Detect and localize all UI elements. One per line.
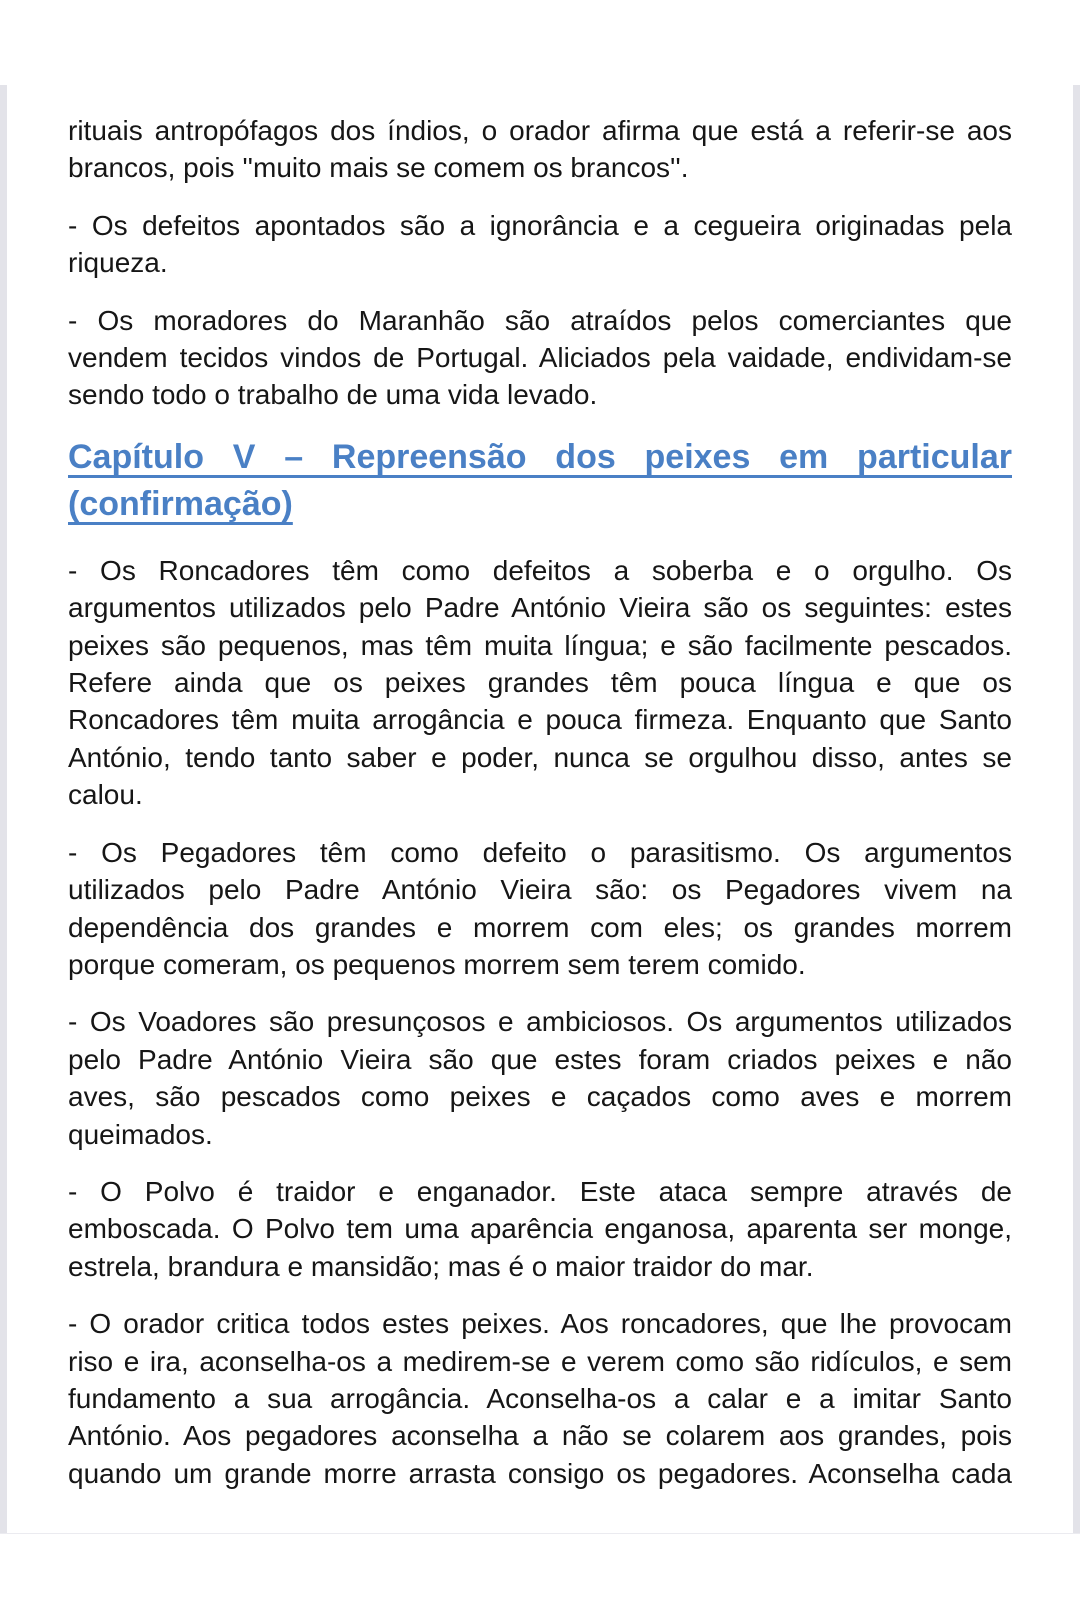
paragraph-orador-critica-line: António. Aos pegadores aconselha a não se colarem aos grandes, pois — [68, 1420, 1012, 1452]
paragraph-roncadores-line: Refere ainda que os peixes grandes têm pouca língua e que os — [68, 667, 1012, 699]
paragraph-rituais-brancos-line: rituais antropófagos dos índios, o orador afirma que está a referir-se aos — [68, 115, 1012, 146]
paragraph-rituais-brancos — [68, 112, 1012, 187]
paragraph-roncadores — [68, 552, 1012, 814]
paragraph-pegadores-line: utilizados pelo Padre António Vieira são: os Pegadores vivem na — [68, 874, 1012, 906]
paragraph-moradores-maranhao-line: - Os moradores do Maranhão são atraídos pelos comerciantes que — [68, 304, 1012, 336]
paragraph-moradores-maranhao-line: vendem tecidos vindos de Portugal. Aliciados pela vaidade, endividam-se — [68, 342, 1012, 374]
paragraph-roncadores-line: Roncadores têm muita arrogância e pouca firmeza. Enquanto que Santo — [68, 704, 1012, 736]
paragraph-defeitos-riqueza — [68, 207, 1012, 282]
paragraph-orador-critica — [68, 1305, 1012, 1492]
chapter-v-heading-line: Capítulo V – Repreensão dos peixes em particular — [68, 437, 1012, 476]
paragraph-voadores-line: - Os Voadores são presunçosos e ambiciosos. Os argumentos utilizados — [68, 1006, 1012, 1038]
paragraph-rituais-brancos-line: brancos, pois ''muito mais se comem os brancos''. — [68, 152, 689, 184]
page-bottom-divider — [0, 1533, 1080, 1534]
paragraph-polvo — [68, 1173, 1012, 1285]
paragraph-roncadores-line: argumentos utilizados pelo Padre António Vieira são os seguintes: estes — [68, 592, 1012, 624]
paragraph-moradores-maranhao-line: sendo todo o trabalho de uma vida levado. — [68, 379, 598, 411]
paragraph-orador-critica-line: riso e ira, aconselha-os a medirem-se e verem como são ridículos, e sem — [68, 1345, 1012, 1377]
paragraph-moradores-maranhao — [68, 302, 1012, 414]
paragraph-orador-critica-line: fundamento a sua arrogância. Aconselha-os a calar e a imitar Santo — [68, 1382, 1012, 1414]
chapter-v-heading — [68, 434, 1012, 528]
page-edge-left — [0, 85, 7, 1533]
paragraph-orador-critica-line: - O orador critica todos estes peixes. Aos roncadores, que lhe provocam — [68, 1308, 1012, 1340]
paragraph-voadores-line: pelo Padre António Vieira são que estes foram criados peixes e não — [68, 1043, 1012, 1075]
paragraph-roncadores-line: calou. — [68, 779, 143, 811]
paragraph-pegadores-line: - Os Pegadores têm como defeito o parasitismo. Os argumentos — [68, 836, 1012, 868]
paragraph-defeitos-riqueza-line: riqueza. — [68, 247, 168, 279]
paragraph-roncadores-line: peixes são pequenos, mas têm muita língua; e são facilmente pescados. — [68, 629, 1012, 661]
paragraph-defeitos-riqueza-line: - Os defeitos apontados são a ignorância e a cegueira originadas pela — [68, 209, 1012, 241]
document-page — [68, 112, 1012, 1512]
paragraph-polvo-line: - O Polvo é traidor e enganador. Este ataca sempre através de — [68, 1175, 1012, 1207]
paragraph-pegadores — [68, 834, 1012, 984]
paragraph-pegadores-line: dependência dos grandes e morrem com eles; os grandes morrem — [68, 911, 1012, 943]
paragraph-roncadores-line: - Os Roncadores têm como defeitos a soberba e o orgulho. Os — [68, 554, 1012, 586]
paragraph-roncadores-line: António, tendo tanto saber e poder, nunca se orgulhou disso, antes se — [68, 741, 1012, 773]
page-edge-right — [1073, 85, 1080, 1533]
paragraph-voadores — [68, 1003, 1012, 1153]
paragraph-pegadores-line: porque comeram, os pequenos morrem sem terem comido. — [68, 948, 806, 980]
paragraph-polvo-line: estrela, brandura e mansidão; mas é o maior traidor do mar. — [68, 1250, 814, 1282]
chapter-v-heading-line: (confirmação) — [68, 484, 293, 523]
paragraph-polvo-line: emboscada. O Polvo tem uma aparência enganosa, aparenta ser monge, — [68, 1213, 1012, 1245]
paragraph-orador-critica-line: quando um grande morre arrasta consigo os pegadores. Aconselha cada — [68, 1457, 1012, 1489]
paragraph-voadores-line: aves, são pescados como peixes e caçados como aves e morrem — [68, 1081, 1012, 1113]
paragraph-voadores-line: queimados. — [68, 1118, 213, 1150]
